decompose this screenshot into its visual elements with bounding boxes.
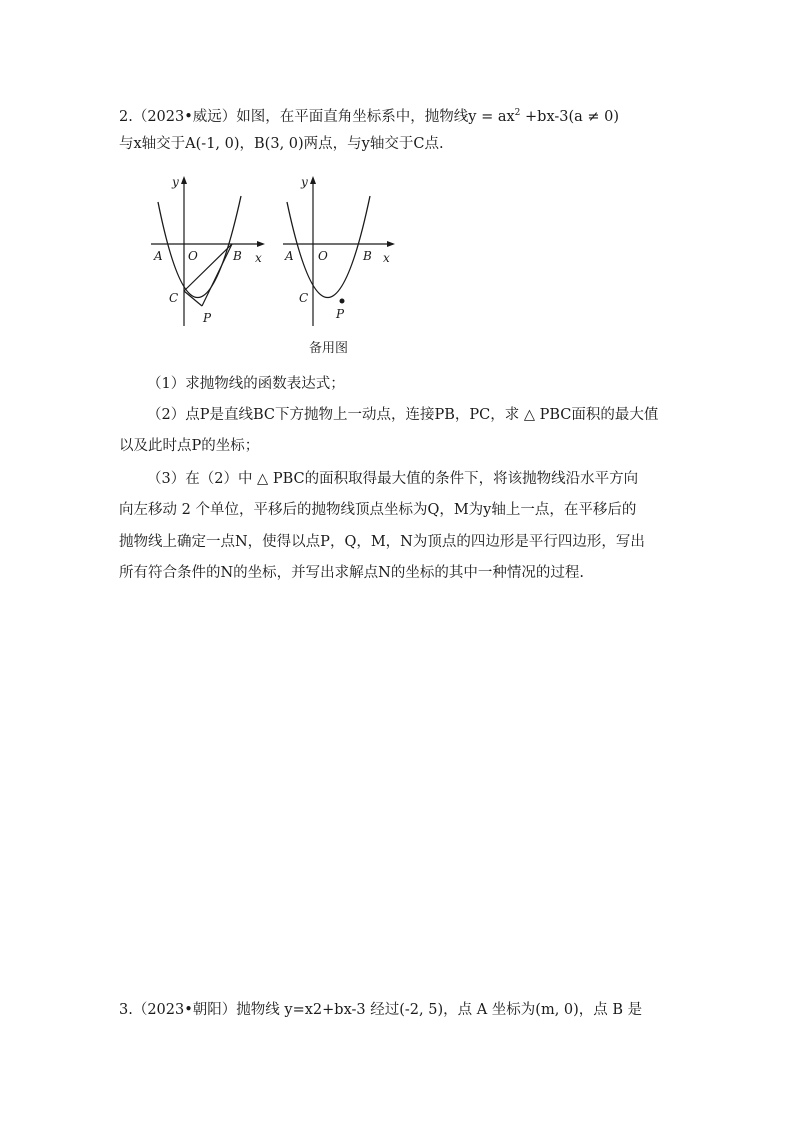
label-p: P	[203, 311, 212, 325]
label-y: y	[172, 175, 179, 189]
label-c: C	[299, 291, 309, 305]
parabola-curve	[287, 196, 370, 298]
figure-caption: 备用图	[309, 341, 349, 356]
label-a: A	[154, 249, 163, 263]
problem2-line1-a: 2.（2023•威远）如图，在平面直角坐标系中，抛物线y = ax	[119, 109, 515, 125]
segment-pc	[184, 291, 202, 306]
question-2-line2: 以及此时点P的坐标；	[119, 438, 260, 454]
question-3-line2: 向左移动 2 个单位，平移后的抛物线顶点坐标为Q，M为y轴上一点，在平移后的	[119, 502, 637, 518]
question-3-line4: 所有符合条件的N的坐标，并写出求解点N的坐标的其中一种情况的过程.	[119, 565, 584, 581]
parabola-figure-main	[145, 170, 270, 330]
x-axis-arrow	[387, 241, 395, 247]
problem2-line1-b: +bx-3(a ≠ 0)	[520, 109, 620, 125]
segment-pb	[202, 244, 232, 306]
question-3-line1: （3）在（2）中 △ PBC的面积取得最大值的条件下，将该抛物线沿水平方向	[147, 471, 639, 487]
label-x: x	[383, 251, 390, 265]
label-c: C	[169, 291, 179, 305]
label-b: B	[233, 249, 242, 263]
question-3-line3: 抛物线上确定一点N，使得以点P，Q，M，N为顶点的四边形是平行四边形，写出	[119, 534, 645, 550]
problem3-line1: 3.（2023•朝阳）抛物线 y=x2+bx-3 经过(-2, 5)，点 A 坐标为(m, 0)，点 B 是	[119, 1002, 643, 1018]
question-2-line1: （2）点P是直线BC下方抛物上一动点，连接PB，PC，求 △ PBC面积的最大值	[147, 407, 659, 423]
label-x: x	[255, 251, 262, 265]
label-p: P	[336, 307, 345, 321]
label-o: O	[188, 249, 198, 263]
x-axis-arrow	[257, 241, 265, 247]
problem2-line1	[119, 103, 619, 127]
y-axis-arrow	[310, 176, 316, 184]
problem2-line2: 与x轴交于A(-1, 0)，B(3, 0)两点，与y轴交于C点.	[119, 136, 444, 152]
point-p	[340, 299, 345, 304]
label-y: y	[301, 175, 308, 189]
exponent: 2	[514, 108, 521, 118]
parabola-figure-spare	[277, 170, 402, 330]
label-o: O	[318, 249, 328, 263]
question-1: （1）求抛物线的函数表达式；	[147, 376, 345, 392]
y-axis-arrow	[181, 176, 187, 184]
label-b: B	[363, 249, 372, 263]
label-a: A	[285, 249, 294, 263]
